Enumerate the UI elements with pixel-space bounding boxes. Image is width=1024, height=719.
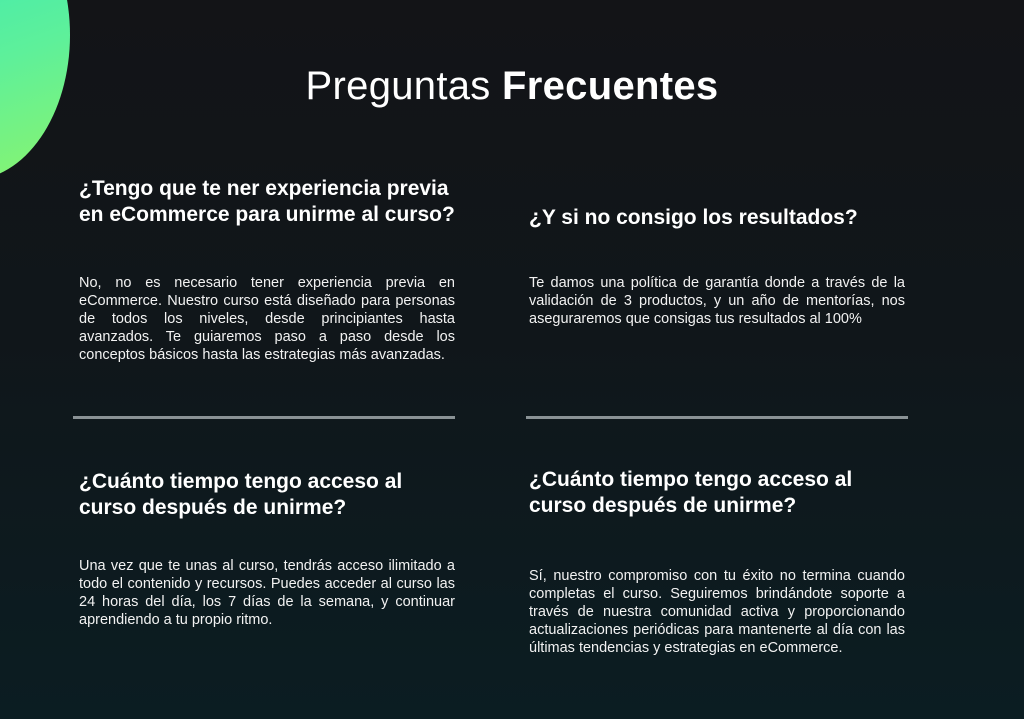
- faq-answer-block: [529, 567, 905, 657]
- faq-question: ¿Y si no consigo los resultados?: [529, 206, 858, 229]
- faq-question: ¿Cuánto tiempo tengo acceso al curso después de unirme?: [529, 468, 853, 517]
- faq-item-support: [529, 467, 905, 519]
- faq-answer: No, no es necesario tener experiencia previa en eCommerce. Nuestro curso está diseñado para personas de todos los niveles, desde principiantes hasta avanzados. Te guiaremos paso a paso desde los conceptos básicos hasta las estrategias más avanzadas.: [79, 275, 455, 363]
- faq-answer: Una vez que te unas al curso, tendrás acceso ilimitado a todo el contenido y recursos. Puedes acceder al curso las 24 horas del día, los 7 días de la semana, y continuar aprendiendo a tu propio ritmo.: [79, 558, 455, 628]
- faq-item-experience: [79, 176, 455, 228]
- section-divider: [526, 416, 908, 419]
- faq-answer-block: [529, 274, 905, 328]
- faq-answer-block: [79, 557, 455, 629]
- faq-answer: Sí, nuestro compromiso con tu éxito no termina cuando completas el curso. Seguiremos brindándote soporte a través de nuestra comunidad activa y proporcionando actualizaciones periódicas para mantenerte al día con las últimas tendencias y estrategias en eCommerce.: [529, 568, 905, 656]
- page-title-light: Preguntas: [305, 64, 491, 108]
- faq-item-results: [529, 205, 905, 231]
- faq-item-access-time: [79, 469, 455, 521]
- faq-question: ¿Cuánto tiempo tengo acceso al curso después de unirme?: [79, 470, 403, 519]
- page-title-bold: Frecuentes: [502, 64, 719, 108]
- faq-answer-block: [79, 274, 455, 364]
- faq-answer: Te damos una política de garantía donde a través de la validación de 3 productos, y un año de mentorías, nos aseguraremos que consigas tus resultados al 100%: [529, 275, 905, 327]
- page-title: [0, 62, 1024, 110]
- section-divider: [73, 416, 455, 419]
- faq-question: ¿Tengo que te ner experiencia previa en eCommerce para unirme al curso?: [79, 177, 455, 226]
